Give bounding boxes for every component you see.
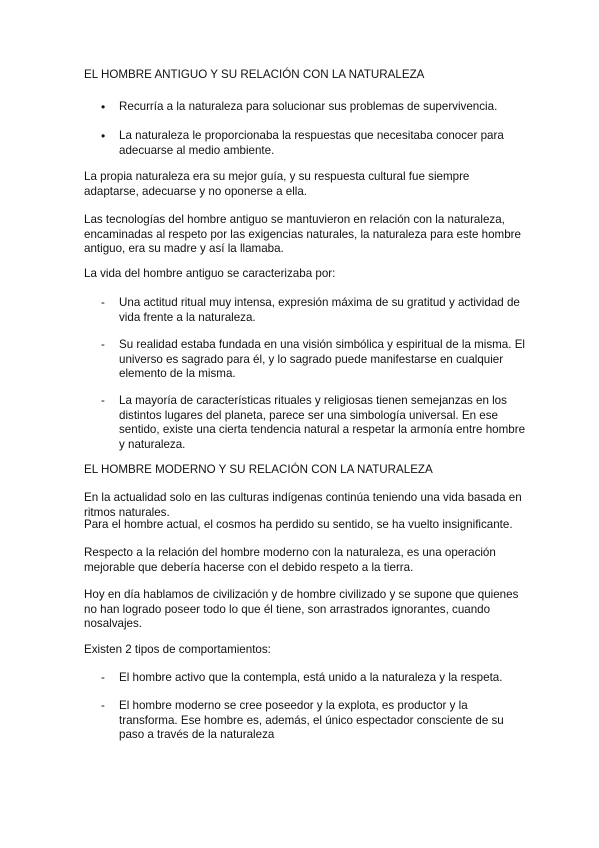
dash-item: La mayoría de características rituales y religiosas tienen semejanzas en los distintos lugares del planeta, parece ser una simbología universal. En ese sentido, existe una cierta tendencia natural a respetar la armonía entre hombre y naturaleza.: [119, 394, 526, 451]
paragraph: Para el hombre actual, el cosmos ha perdido su sentido, se ha vuelto insignificante.: [84, 518, 513, 531]
paragraph: Hoy en día hablamos de civilización y de hombre civilizado y se supone que quienes no han logrado poseer todo lo que él tiene, son arrastrados ignorantes, cuando nosalvajes.: [84, 588, 519, 631]
paragraph: La vida del hombre antiguo se caracterizaba por:: [84, 267, 336, 280]
dash-marker: -: [101, 394, 105, 407]
section-heading-modern: EL HOMBRE MODERNO Y SU RELACIÓN CON LA NATURALEZA: [84, 463, 433, 476]
paragraph: Existen 2 tipos de comportamientos:: [84, 643, 271, 656]
bullet-item: La naturaleza le proporcionaba la respuestas que necesitaba conocer para adecuarse al medio ambiente.: [119, 129, 504, 157]
bullet-marker: •: [101, 129, 106, 143]
dash-marker: -: [101, 671, 105, 684]
paragraph: Las tecnologías del hombre antiguo se mantuvieron en relación con la naturaleza, encaminadas al respeto por las exigencias naturales, la naturaleza para este hombre antiguo, era su madre y así la llamaba.: [84, 213, 521, 256]
dash-item: Su realidad estaba fundada en una visión simbólica y espiritual de la misma. El universo es sagrado para él, y lo sagrado puede manifestarse en cualquier elemento de la misma.: [119, 338, 526, 381]
section-heading-ancient: EL HOMBRE ANTIGUO Y SU RELACIÓN CON LA NATURALEZA: [84, 68, 425, 81]
dash-item: El hombre activo que la contempla, está unido a la naturaleza y la respeta.: [119, 671, 503, 684]
dash-item: El hombre moderno se cree poseedor y la explota, es productor y la transforma. Ese hombre es, además, el único espectador consciente de su paso a través de la naturaleza: [119, 699, 504, 742]
dash-marker: -: [101, 296, 105, 309]
bullet-item: Recurría a la naturaleza para solucionar sus problemas de supervivencia.: [119, 100, 498, 113]
dash-item: Una actitud ritual muy intensa, expresión máxima de su gratitud y actividad de vida frente a la naturaleza.: [119, 296, 520, 324]
paragraph: En la actualidad solo en las culturas indígenas continúa teniendo una vida basada en ritmos naturales.: [84, 491, 522, 519]
dash-marker: -: [101, 338, 105, 351]
paragraph: Respecto a la relación del hombre moderno con la naturaleza, es una operación mejorable que debería hacerse con el debido respeto a la tierra.: [84, 546, 496, 574]
bullet-marker: •: [101, 100, 106, 114]
dash-marker: -: [101, 699, 105, 712]
paragraph: La propia naturaleza era su mejor guía, y su respuesta cultural fue siempre adaptarse, adecuarse y no oponerse a ella.: [84, 170, 470, 198]
